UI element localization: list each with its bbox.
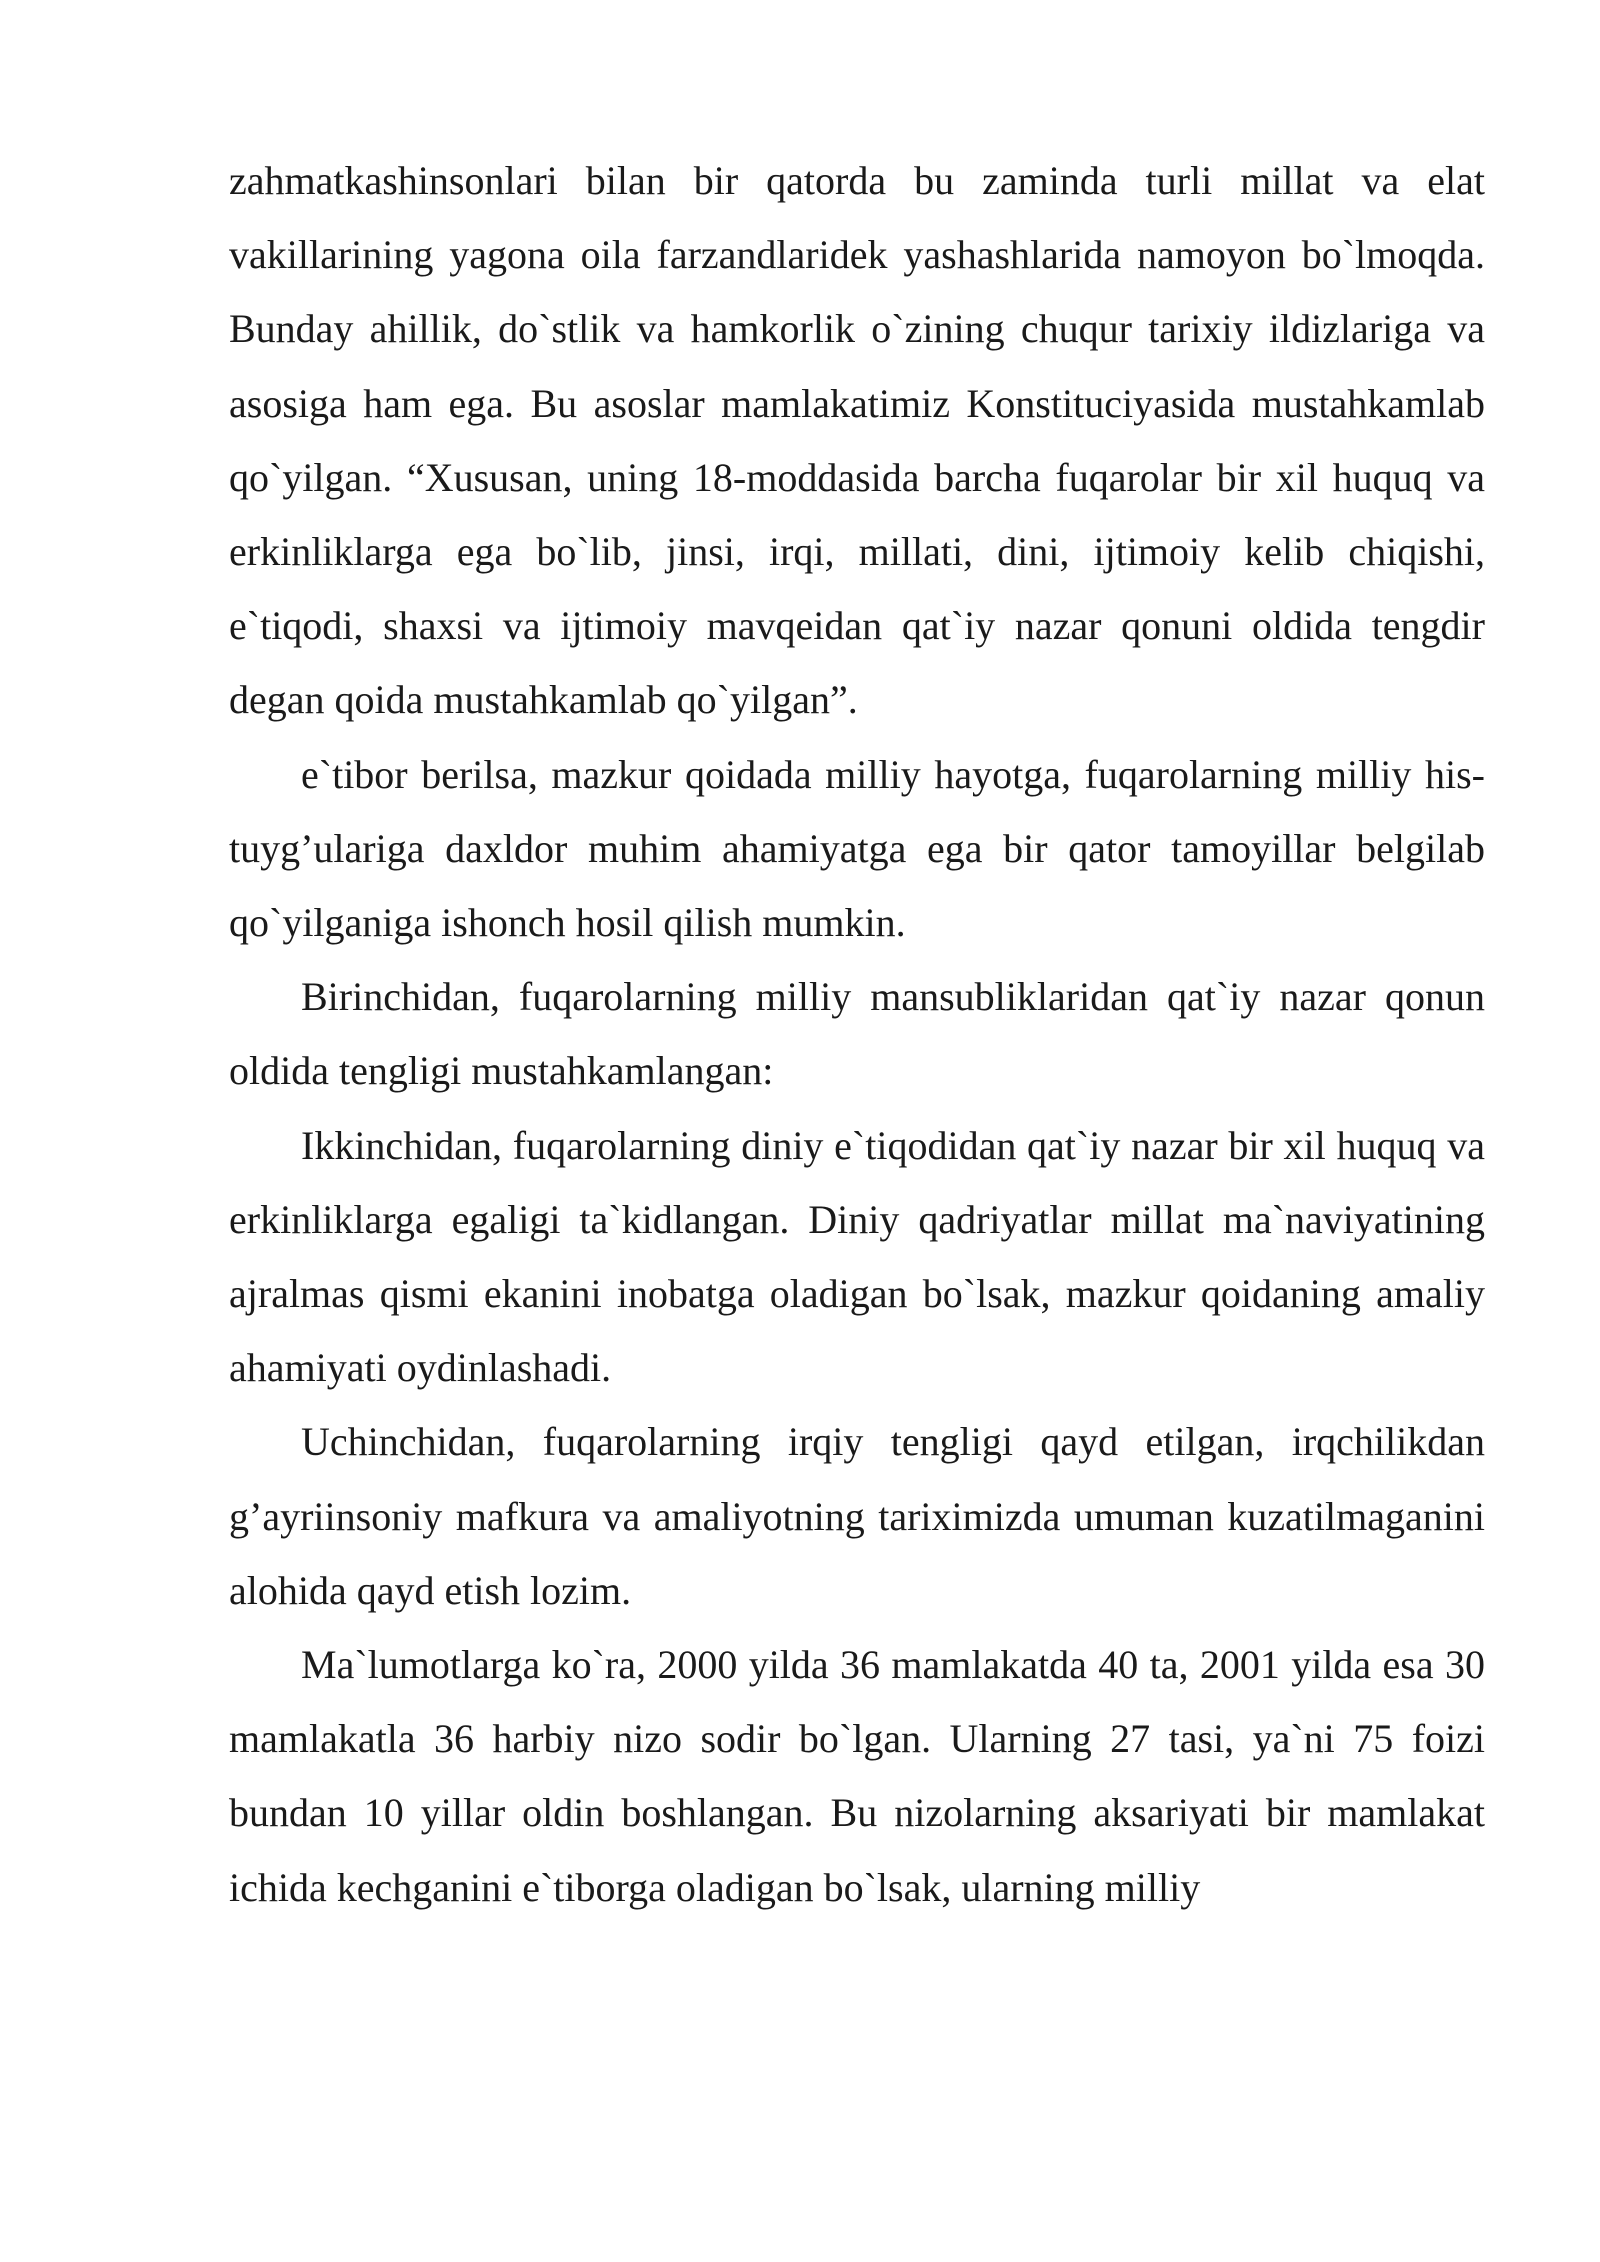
paragraph-ikkinchidan: Ikkinchidan, fuqarolarning diniy e`tiqodidan qat`iy nazar bir xil huquq va erkinliklarga egaligi ta`kidlangan. Diniy qadriyatlar millat ma`naviyatining ajralmas qismi ekanini inobatga oladigan bo`lsak, mazkur qoidaning amaliy ahamiyati oydinlashadi.	[229, 1122, 1485, 1391]
paragraph-birinchidan: Birinchidan, fuqarolarning milliy mansubliklaridan qat`iy nazar qonun oldida tengligi mustahkamlangan:	[229, 974, 1485, 1094]
paragraph-etibor: e`tibor berilsa, mazkur qoidada milliy hayotga, fuqarolarning milliy his-tuyg’ulariga daxldor muhim ahamiyatga ega bir qator tamoyillar belgilab qo`yilganiga ishonch hosil qilish mumkin.	[229, 751, 1485, 946]
paragraph-uchinchidan: Uchinchidan, fuqarolarning irqiy tengligi qayd etilgan, irqchilikdan g’ayriinsoniy mafkura va amaliyotning tariximizda umuman kuzatilmaganini alohida qayd etish lozim.	[229, 1419, 1485, 1613]
document-body	[229, 144, 1485, 1925]
paragraph-malumotlarga: Ma`lumotlarga ko`ra, 2000 yilda 36 mamlakatda 40 ta, 2001 yilda esa 30 mamlakatla 36 harbiy nizo sodir bo`lgan. Ularning 27 tasi, ya`ni 75 foizi bundan 10 yillar oldin boshlangan. Bu nizolarning aksariyati bir mamlakat ichida kechganini e`tiborga oladigan bo`lsak, ularning milliy	[229, 1642, 1485, 1910]
paragraph-continuation: zahmatkashinsonlari bilan bir qatorda bu zaminda turli millat va elat vakillarining yagona oila farzandlaridek yashashlarida namoyon bo`lmoqda. Bunday ahillik, do`stlik va hamkorlik o`zining chuqur tarixiy ildizlariga va asosiga ham ega. Bu asoslar mamlakatimiz Konstituciyasida mustahkamlab qo`yilgan. “Xususan, uning 18-moddasida barcha fuqarolar bir xil huquq va erkinliklarga ega bo`lib, jinsi, irqi, millati, dini, ijtimoiy kelib chiqishi, e`tiqodi, shaxsi va ijtimoiy mavqeidan qat`iy nazar qonuni oldida tengdir degan qoida mustahkamlab qo`yilgan”.	[229, 158, 1485, 723]
